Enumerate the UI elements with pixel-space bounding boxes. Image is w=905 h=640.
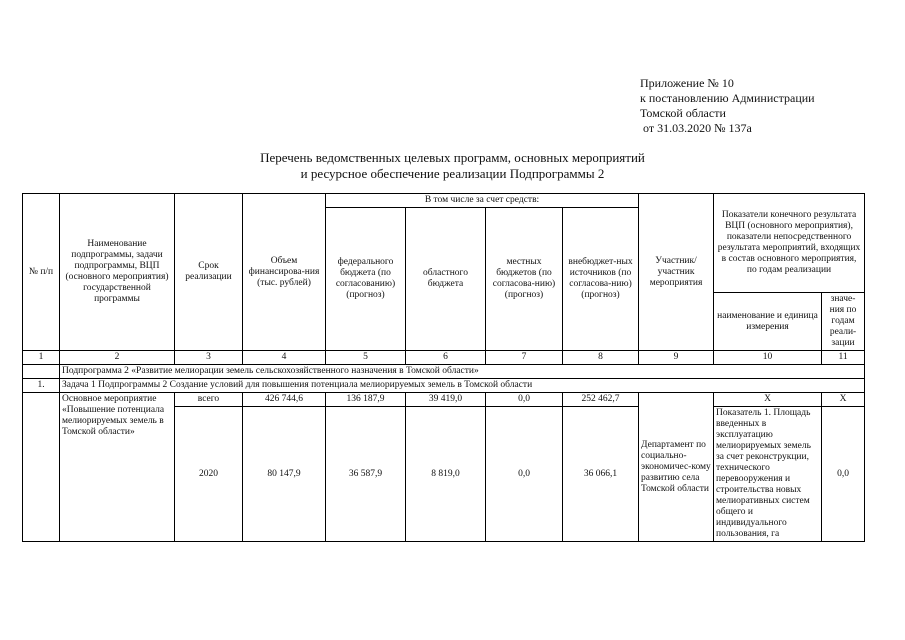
appendix-line-4: от 31.03.2020 № 137а (640, 121, 752, 135)
year-2020-local: 0,0 (486, 407, 563, 542)
header-local: местных бюджетов (по согласова-нию) (прогноз) (486, 208, 563, 351)
column-number: 6 (406, 351, 486, 365)
header-federal: федерального бюджета (по согласованию) (прогноз) (326, 208, 406, 351)
header-num: № п/п (23, 194, 60, 351)
appendix-line-1: Приложение № 10 (640, 76, 734, 90)
header-participant: Участник/ участник мероприятия (639, 194, 714, 351)
total-extra: 252 462,7 (563, 393, 639, 407)
header-extra: внебюджет-ных источников (по согласова-нию) (прогноз) (563, 208, 639, 351)
task-title: Задача 1 Подпрограммы 2 Создание условий для повышения потенциала мелиорируемых земель в Томской области (60, 379, 865, 393)
appendix-line-2: к постановлению Администрации (640, 91, 815, 105)
indicator-1-name: Показатель 1. Площадь введенных в эксплуатацию мелиорируемых земель за счет реконструкции, технического перевооружения и строительства новых мелиоративных систем общего и индивидуального пользования, га (714, 407, 822, 542)
subprogram-num-cell (23, 365, 60, 379)
header-row-1 (23, 194, 865, 208)
appendix-block (640, 76, 815, 136)
total-regional: 39 419,0 (406, 393, 486, 407)
title-line-2: и ресурсное обеспечение реализации Подпрограммы 2 (300, 166, 605, 181)
year-2020-extra: 36 066,1 (563, 407, 639, 542)
column-number: 10 (714, 351, 822, 365)
activity-name: Основное мероприятие «Повышение потенциала мелиорируемых земель в Томской области» (60, 393, 175, 542)
column-number: 9 (639, 351, 714, 365)
activity-num-cell (23, 393, 60, 542)
year-2020-regional: 8 819,0 (406, 407, 486, 542)
header-regional: областного бюджета (406, 208, 486, 351)
column-number: 7 (486, 351, 563, 365)
column-number: 3 (175, 351, 243, 365)
task-row (23, 379, 865, 393)
subprogram-title: Подпрограмма 2 «Развитие мелиорации земель сельскохозяйственного назначения в Томской области» (60, 365, 865, 379)
task-num: 1. (23, 379, 60, 393)
total-indicator-value: X (822, 393, 865, 407)
appendix-line-3: Томской области (640, 106, 726, 120)
participant: Департамент по социально-экономичес-кому развитию села Томской области (639, 393, 714, 542)
column-number: 2 (60, 351, 175, 365)
header-period: Срок реализации (175, 194, 243, 351)
total-indicator-name: X (714, 393, 822, 407)
total-federal: 136 187,9 (326, 393, 406, 407)
program-table (22, 193, 865, 542)
column-number-row (23, 351, 865, 365)
column-number: 1 (23, 351, 60, 365)
activity-total-row (23, 393, 865, 407)
column-number: 11 (822, 351, 865, 365)
header-volume: Объем финансирова-ния (тыс. рублей) (243, 194, 326, 351)
header-indicators: Показатели конечного результата ВЦП (основного мероприятия), показатели непосредственного результата мероприятий, входящих в состав основного мероприятия, по годам реализации (714, 194, 865, 293)
year-2020-volume: 80 147,9 (243, 407, 326, 542)
header-indicator-value: значе-ния по годам реали-зации (822, 293, 865, 351)
column-number: 5 (326, 351, 406, 365)
header-name: Наименование подпрограммы, задачи подпрограммы, ВЦП (основного мероприятия) государственной программы (60, 194, 175, 351)
title-line-1: Перечень ведомственных целевых программ, основных мероприятий (260, 150, 645, 165)
total-local: 0,0 (486, 393, 563, 407)
year-2020-federal: 36 587,9 (326, 407, 406, 542)
total-volume: 426 744,6 (243, 393, 326, 407)
column-number: 4 (243, 351, 326, 365)
total-period: всего (175, 393, 243, 407)
subprogram-row (23, 365, 865, 379)
header-indicator-name: наименование и единица измерения (714, 293, 822, 351)
header-funding-group: В том числе за счет средств: (326, 194, 639, 208)
document-title (0, 150, 905, 182)
indicator-1-value: 0,0 (822, 407, 865, 542)
column-number: 8 (563, 351, 639, 365)
year-2020-period: 2020 (175, 407, 243, 542)
